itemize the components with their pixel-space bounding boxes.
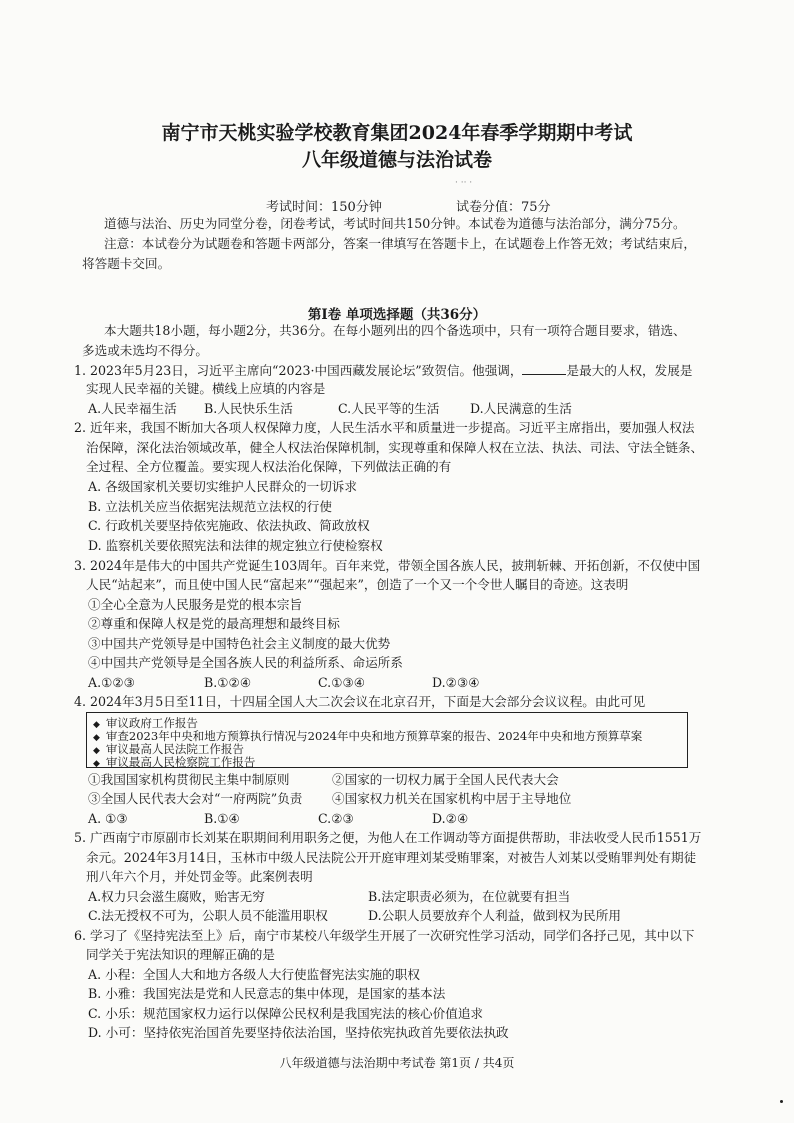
option-d: D. 小可：坚持依宪治国首先要坚持依法治国，坚持依宪执政首先要依法执政	[88, 1025, 509, 1040]
statement: ②国家的一切权力属于全国人民代表大会	[332, 772, 559, 787]
option-a: A. 小程：全国人大和地方各级人大行使监督宪法实施的职权	[88, 967, 420, 982]
option-b: B.法定职责必须为，在位就要有担当	[368, 889, 571, 904]
section-intro: 本大题共18小题，每小题2分，共36分。在每小题列出的四个备选项中，只有一项符合题目要求，错选、	[104, 323, 686, 338]
option-d: D.②③④	[432, 675, 480, 690]
option-a: A.①②③	[88, 675, 135, 690]
question-text: 治保障，深化法治领域改革，健全人权法治保障机制，实现尊重和保障人权在立法、执法、司法、守法全链条、	[86, 440, 704, 455]
question-6-stem: 6. 学习了《坚持宪法至上》后，南宁市某校八年级学生开展了一次研究性学习活动，同学们各抒己见，其中以下	[74, 928, 695, 943]
scan-speck	[780, 1100, 783, 1103]
option-c: C.②③	[318, 811, 354, 826]
statement: ①我国国家机构贯彻民主集中制原则	[88, 772, 290, 787]
agenda-item: ◆ 审议政府工作报告	[93, 716, 198, 730]
agenda-box	[86, 712, 688, 768]
question-text: 1. 2023年5月23日，习近平主席向“2023·中国西藏发展论坛”致贺信。他强调，	[74, 363, 523, 378]
statement: ①全心全意为人民服务是党的根本宗旨	[88, 597, 303, 612]
scan-smudge: · ·· ·	[455, 178, 473, 188]
full-score: 试卷分值：75分	[456, 200, 551, 215]
option-b: B.人民快乐生活	[204, 401, 293, 416]
option-d: D.人民满意的生活	[470, 401, 572, 416]
statement: ③中国共产党领导是中国特色社会主义制度的最大优势	[88, 636, 391, 651]
question-4-stem: 4. 2024年3月5日至11日，十四届全国人大二次会议在北京召开，下面是大会部分会议议程。由此可见	[74, 694, 646, 709]
note-line: 将答题卡交回。	[82, 256, 171, 271]
question-text: 全过程、全方位覆盖。要实现人权法治化保障，下列做法正确的有	[86, 459, 452, 474]
option-b: B.①②④	[204, 675, 252, 690]
exam-title: 南宁市天桃实验学校教育集团2024年春季学期期中考试	[161, 122, 633, 144]
diamond-bullet-icon: ◆	[93, 759, 100, 769]
question-text: 实现人民幸福的关键。横线上应填的内容是	[86, 381, 326, 396]
question-5-stem: 5. 广西南宁市原副市长刘某在职期间利用职务之便，为他人在工作调动等方面提供帮助，非法收受人民币1551万	[74, 830, 702, 845]
exam-time: 考试时间：150分钟	[266, 200, 382, 215]
section-title: 第Ⅰ卷 单项选择题（共36分）	[307, 307, 487, 323]
option-a: A. 各级国家机关要切实维护人民群众的一切诉求	[88, 479, 357, 494]
option-a: A. ①③	[88, 811, 128, 826]
option-c: C.人民平等的生活	[338, 401, 440, 416]
diamond-bullet-icon: ◆	[93, 720, 100, 730]
agenda-item: ◆ 审议最高人民检察院工作报告	[93, 755, 256, 769]
agenda-item: ◆ 审议最高人民法院工作报告	[93, 742, 244, 756]
option-c: C. 小乐：规范国家权力运行以保障公民权利是我国宪法的核心价值追求	[88, 1006, 484, 1021]
option-c: C. 行政机关要坚持依宪施政、依法执政、简政放权	[88, 518, 370, 533]
option-b: B.①④	[204, 811, 240, 826]
option-a: A.权力只会滋生腐败，贻害无穷	[88, 889, 265, 904]
note-line: 注意：本试卷分为试题卷和答题卡两部分，答案一律填写在答题卡上，在试题卷上作答无效；考试结束后，	[104, 236, 696, 251]
question-2-stem: 2. 近年来，我国不断加大各项人权保障力度，人民生活水平和质量进一步提高。习近平主席指出，要加强人权法	[74, 420, 695, 435]
statement: ③全国人民代表大会对“一府两院”负责	[88, 791, 303, 806]
exam-subtitle: 八年级道德与法治试卷	[301, 149, 492, 171]
page-footer: 八年级道德与法治期中考试卷 第1页 / 共4页	[279, 1056, 515, 1070]
statement: ④国家权力机关在国家机构中居于主导地位	[332, 791, 572, 806]
note-line: 道德与法治、历史为同堂分卷，闭卷考试，考试时间共150分钟。本试卷为道德与法治部分，满分75分。	[104, 216, 686, 231]
option-d: D. 监察机关要依照宪法和法律的规定独立行使检察权	[88, 538, 383, 553]
answer-blank	[522, 362, 566, 375]
question-text: 同学关于宪法知识的理解正确的是	[86, 947, 275, 962]
agenda-item: ◆ 审查2023年中央和地方预算执行情况与2024年中央和地方预算草案的报告、2024年中央和地方预算草案	[93, 729, 643, 743]
question-text: 人民“站起来”，而且使中国人民“富起来”“强起来”，创造了一个又一个令世人瞩目的奇迹。这表明	[86, 577, 629, 592]
option-c: C.①③④	[318, 675, 366, 690]
question-text: 刑八年六个月，并处罚金等。此案例表明	[86, 869, 313, 884]
statement: ②尊重和保障人权是党的最高理想和最终目标	[88, 616, 340, 631]
question-text: 是最大的人权，发展是	[566, 363, 693, 378]
option-d: D.②④	[432, 811, 469, 826]
option-a: A.人民幸福生活	[88, 401, 177, 416]
option-c: C.法无授权不可为，公职人员不能滥用职权	[88, 908, 328, 923]
question-3-stem: 3. 2024年是伟大的中国共产党诞生103周年。百年来党，带领全国各族人民，披荆斩棘、开拓创新，不仅使中国	[74, 558, 701, 573]
section-intro: 多选或未选均不得分。	[82, 343, 208, 358]
question-text: 余元。2024年3月14日，玉林市中级人民法院公开开庭审理刘某受贿罪案，对被告人刘某以受贿罪判处有期徒	[86, 850, 697, 865]
question-1-stem	[74, 362, 692, 379]
diamond-bullet-icon: ◆	[93, 746, 100, 756]
option-b: B. 小雅：我国宪法是党和人民意志的集中体现，是国家的基本法	[88, 986, 446, 1001]
statement: ④中国共产党领导是全国各族人民的利益所系、命运所系	[88, 655, 403, 670]
option-d: D.公职人员要放弃个人利益，做到权为民所用	[368, 908, 621, 923]
diamond-bullet-icon: ◆	[93, 733, 100, 743]
option-b: B. 立法机关应当依据宪法规范立法权的行使	[88, 499, 332, 514]
